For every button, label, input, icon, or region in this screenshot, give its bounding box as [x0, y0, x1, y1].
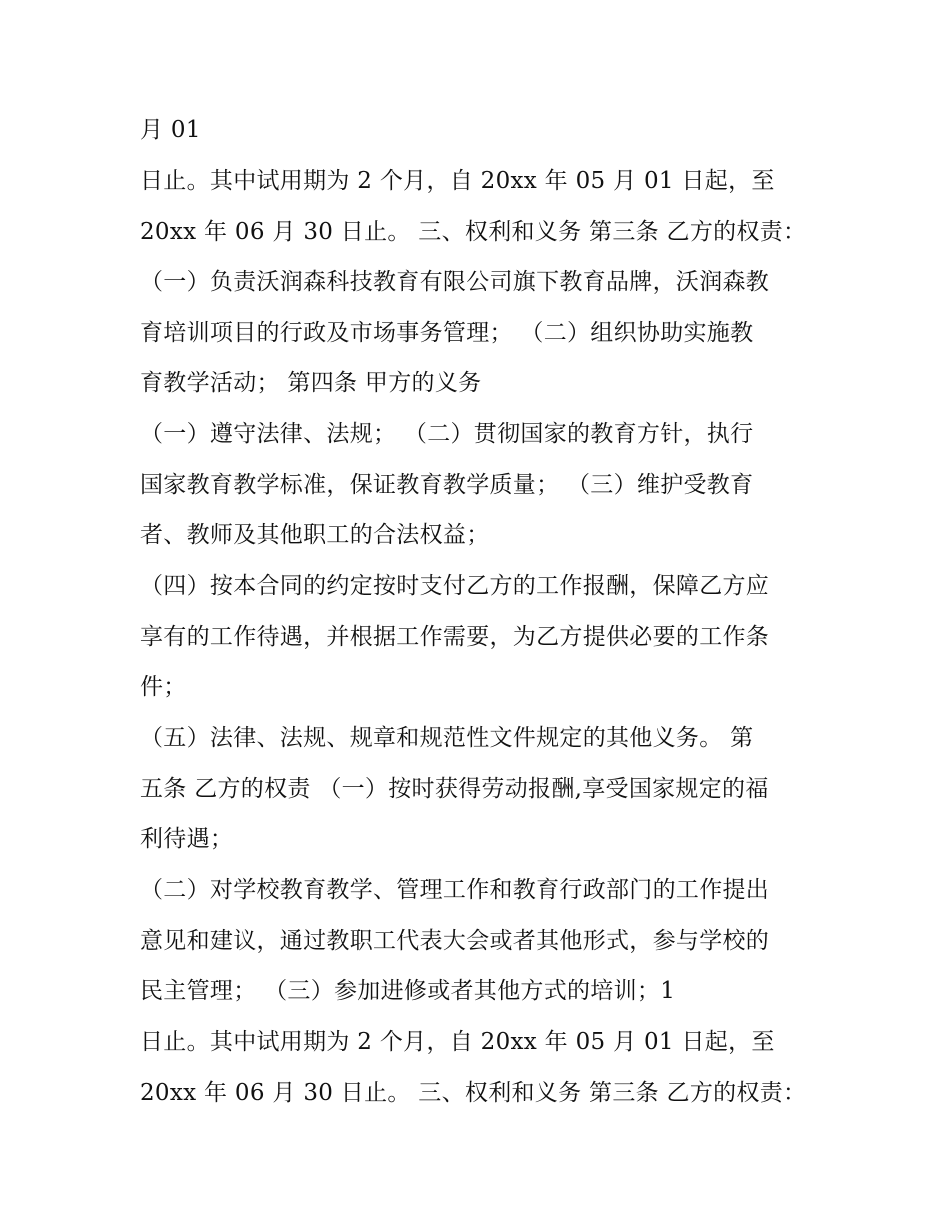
text-line: （四）按本合同的约定按时支付乙方的工作报酬，保障乙方应	[140, 573, 770, 599]
text-line: 利待遇；	[140, 826, 234, 852]
text-line: 件；	[140, 674, 187, 700]
text-line: 20xx 年 06 月 30 日止。 三、权利和义务 第三条 乙方的权责：	[140, 1080, 807, 1106]
text-line: （二）对学校教育教学、管理工作和教育行政部门的工作提出	[140, 877, 770, 903]
text-line: 民主管理； （三）参加进修或者其他方式的培训；1	[140, 978, 676, 1004]
text-line: 享有的工作待遇，并根据工作需要，为乙方提供必要的工作条	[140, 624, 770, 650]
text-line: 意见和建议，通过教职工代表大会或者其他形式，参与学校的	[140, 928, 770, 954]
text-line: （五）法律、法规、规章和规范性文件规定的其他义务。 第	[140, 725, 754, 751]
text-line: 20xx 年 06 月 30 日止。 三、权利和义务 第三条 乙方的权责：	[140, 219, 807, 245]
text-line: 日止。其中试用期为 2 个月，自 20xx 年 05 月 01 日起，至	[140, 168, 775, 194]
text-line: 育教学活动； 第四条 甲方的义务	[140, 370, 482, 396]
text-line: 月 01	[140, 117, 201, 143]
text-line: （一）负责沃润森科技教育有限公司旗下教育品牌，沃润森教	[140, 269, 770, 295]
text-line: 日止。其中试用期为 2 个月，自 20xx 年 05 月 01 日起，至	[140, 1029, 775, 1055]
text-line: （一）遵守法律、法规； （二）贯彻国家的教育方针，执行	[140, 421, 754, 447]
text-line: 者、教师及其他职工的合法权益；	[140, 522, 490, 548]
text-line: 五条 乙方的权责 （一）按时获得劳动报酬,享受国家规定的福	[140, 776, 769, 802]
text-line: 国家教育教学标准，保证教育教学质量； （三）维护受教育	[140, 472, 754, 498]
text-line: 育培训项目的行政及市场事务管理； （二）组织协助实施教	[140, 320, 754, 346]
